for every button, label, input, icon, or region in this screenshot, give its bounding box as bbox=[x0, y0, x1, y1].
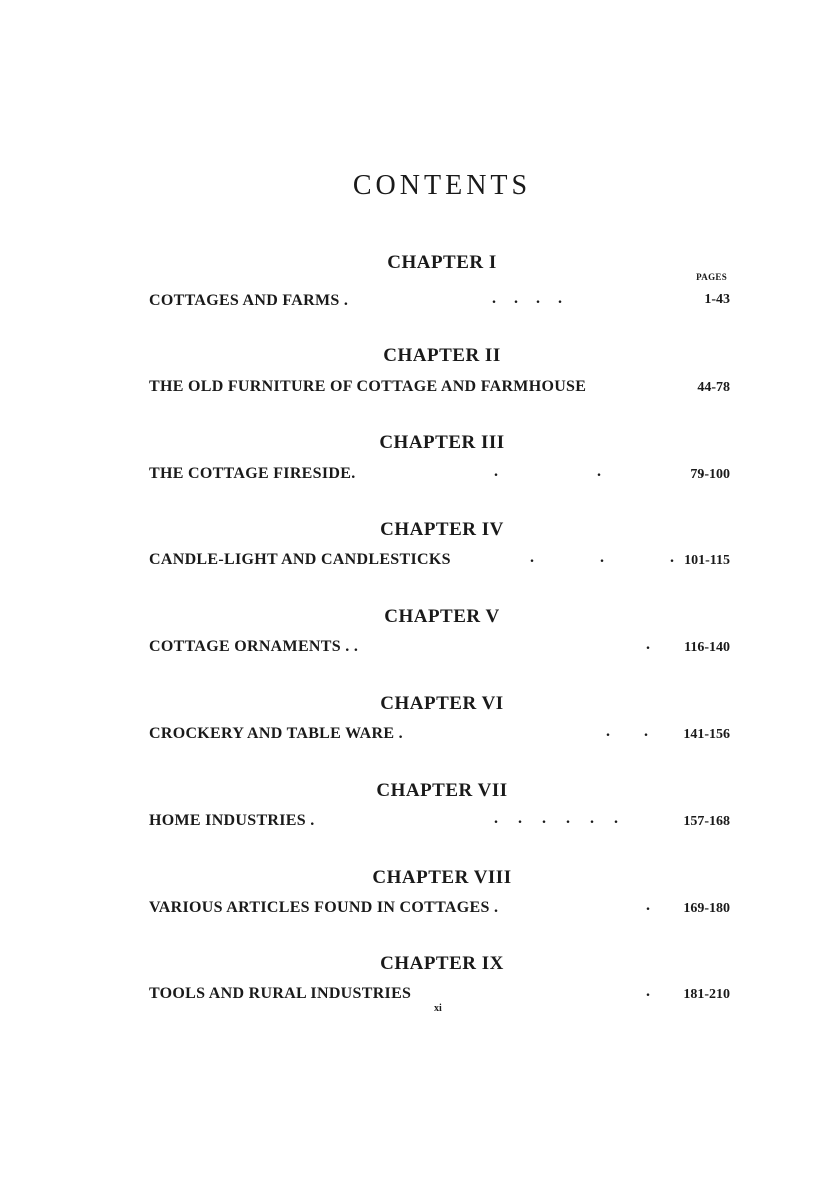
entry-title: THE COTTAGE FIRESIDE. bbox=[149, 465, 356, 482]
entry-title: THE OLD FURNITURE OF COTTAGE AND FARMHOUSE bbox=[149, 378, 587, 395]
chapter-heading: CHAPTER VI bbox=[380, 693, 504, 714]
chapter-heading: CHAPTER V bbox=[384, 606, 500, 627]
entry-title: COTTAGES AND FARMS . bbox=[149, 292, 349, 309]
chapter-heading: CHAPTER VIII bbox=[372, 867, 512, 888]
dot-leader: . bbox=[646, 636, 650, 653]
dot-leader: . . . bbox=[494, 463, 704, 480]
entry-title: COTTAGE ORNAMENTS . . bbox=[149, 638, 359, 655]
chapter-heading: CHAPTER IX bbox=[380, 953, 504, 974]
dot-leader: . . bbox=[606, 723, 648, 740]
entry-pages: 79-100 bbox=[690, 467, 730, 482]
chapter-heading: CHAPTER IV bbox=[380, 519, 504, 540]
entry-pages: 101-115 bbox=[684, 553, 730, 568]
entry-title: CANDLE-LIGHT AND CANDLESTICKS bbox=[149, 551, 451, 568]
entry-title: CROCKERY AND TABLE WARE . bbox=[149, 725, 403, 742]
entry-title: VARIOUS ARTICLES FOUND IN COTTAGES . bbox=[149, 899, 499, 916]
pages-column-heading: PAGES bbox=[696, 272, 727, 282]
chapter-heading: CHAPTER I bbox=[387, 252, 497, 273]
page-title: CONTENTS bbox=[352, 170, 532, 201]
dot-leader: . bbox=[646, 983, 650, 1000]
entry-title: TOOLS AND RURAL INDUSTRIES bbox=[149, 985, 412, 1002]
chapter-heading: CHAPTER III bbox=[379, 432, 505, 453]
page-number: xi bbox=[434, 1003, 442, 1014]
dot-leader: . bbox=[646, 897, 650, 914]
entry-pages: 1-43 bbox=[704, 292, 730, 307]
entry-pages: 181-210 bbox=[683, 987, 730, 1002]
entry-pages: 157-168 bbox=[683, 814, 730, 829]
entry-pages: 169-180 bbox=[683, 901, 730, 916]
dot-leader: . . . . bbox=[492, 290, 562, 307]
entry-pages: 116-140 bbox=[684, 640, 730, 655]
chapter-heading: CHAPTER II bbox=[383, 345, 501, 366]
dot-leader: . . . bbox=[530, 549, 674, 566]
chapter-heading: CHAPTER VII bbox=[376, 780, 508, 801]
dot-leader: . . . . . . bbox=[494, 810, 618, 827]
entry-pages: 141-156 bbox=[683, 727, 730, 742]
entry-pages: 44-78 bbox=[697, 380, 730, 395]
entry-title: HOME INDUSTRIES . bbox=[149, 812, 315, 829]
